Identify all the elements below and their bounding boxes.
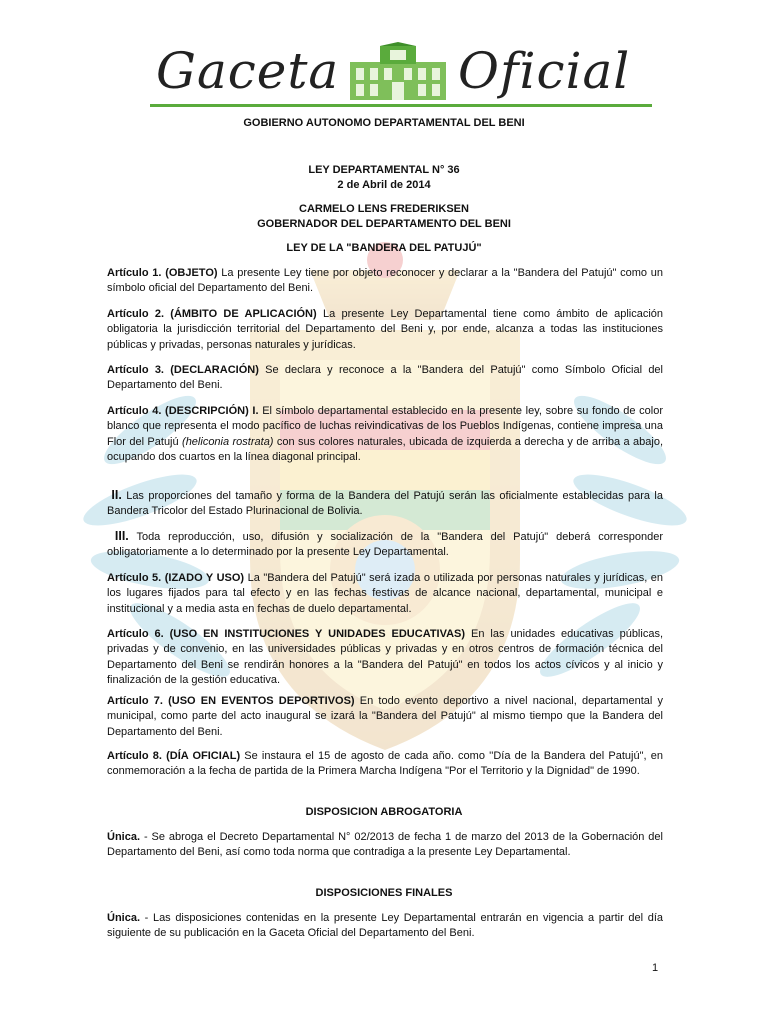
finales-text: - Las disposiciones contenidas en la presente Ley Departamental entrarán en vigencia a partir del día siguiente de su publicación en la Gaceta Oficial del Departamento del Beni. [107, 912, 663, 940]
abrogatoria-heading: Única. [107, 831, 141, 843]
law-number: LEY DEPARTAMENTAL N° 36 [308, 164, 460, 176]
article-8 [107, 749, 663, 780]
finales-title: DISPOSICIONES FINALES [315, 887, 453, 899]
finales-heading: Única. [107, 912, 141, 924]
section-iii-text: Toda reproducción, uso, difusión y socialización de la "Bandera del Patujú" deberá corresponder obligatoriamente a lo determinado por la presente Ley Departamental. [107, 531, 664, 559]
gazette-masthead [150, 36, 660, 106]
article-6-text: En las unidades educativas públicas, privadas y de convenio, en las universidades públicas y privadas y en otros centros de formación técnica del Departamento del Beni se rendirán honores a la "Bandera del Patujú" en todos los actos cívicos y al inicio y finalización de la gestión educativa. [107, 628, 663, 686]
abrogatoria-text: - Se abroga el Decreto Departamental N° 02/2013 de fecha 1 de marzo del 2013 de la Gobernación del Departamento del Beni, así como toda norma que contradiga a la presente Ley Departamental. [107, 831, 663, 859]
law-date: 2 de Abril de 2014 [337, 179, 431, 191]
article-4-text-end: con sus colores naturales, ubicada de izquierda a derecha y de arriba a abajo, ocupando dos cuartos en la línea diagonal principal. [107, 435, 663, 463]
section-ii-number: II. [111, 488, 122, 502]
article-3-text: Se declara y reconoce a la "Bandera del Patujú" como Símbolo Oficial del Departamento del Beni. [107, 364, 663, 392]
section-ii-text: Las proporciones del tamaño y forma de la Bandera del Patujú serán las oficialmente establecidas para la Bandera Tricolor del Estado Plurinacional de Bolivia. [107, 490, 663, 518]
article-8-text: Se instaura el 15 de agosto de cada año. como ''Día de la Bandera del Patujú", en conmemoración a la fecha de partida de la Primera Marcha Indígena "Por el Territorio y la Dignidad" de 1990. [107, 750, 663, 778]
governor-name: CARMELO LENS FREDERIKSEN [299, 203, 469, 215]
article-4-section-ii [107, 488, 663, 520]
masthead-word-oficial: Oficial [458, 42, 631, 100]
article-1-text: La presente Ley tiene por objeto reconocer y declarar a la "Bandera del Patujú" como un símbolo oficial del Departamento del Beni. [107, 267, 664, 295]
article-5-text: La "Bandera del Patujú" será izada o utilizada por personas naturales y jurídicas, en los lugares fijados para tal efecto y en las fechas festivas de alcance nacional, departamental, municipal e institucional y a media asta en fechas de duelo departamental. [107, 572, 663, 615]
finales-unica [107, 911, 663, 942]
section-iii-number: III. [114, 529, 129, 543]
abrogatoria-unica [107, 830, 663, 861]
article-6 [107, 627, 663, 688]
article-1-heading: Artículo 1. (OBJETO) [107, 267, 218, 279]
article-1 [107, 266, 663, 297]
article-2 [107, 307, 663, 353]
article-3-heading: Artículo 3. (DECLARACIÓN) [107, 364, 259, 376]
article-7 [107, 694, 663, 740]
abrogatoria-title: DISPOSICION ABROGATORIA [305, 806, 463, 818]
article-2-text: La presente Ley Departamental tiene como ámbito de aplicación obligatoria la jurisdicción territorial del Departamento del Beni y, por ende, alcanza a todas las instituciones públicas y privadas, personas naturales y jurídicas. [107, 308, 664, 351]
masthead-rule [150, 104, 652, 107]
article-4-heading: Artículo 4. (DESCRIPCIÓN) I. [107, 405, 259, 417]
article-4-section-iii [107, 529, 663, 561]
article-6-heading: Artículo 6. (USO EN INSTITUCIONES Y UNIDADES EDUCATIVAS) [107, 628, 466, 640]
governor-title: GOBERNADOR DEL DEPARTAMENTO DEL BENI [257, 218, 511, 230]
page-number: 1 [652, 962, 659, 974]
article-5 [107, 571, 663, 617]
article-4-scientific-name: (heliconia rostrata) [182, 435, 274, 448]
government-name: GOBIERNO AUTONOMO DEPARTAMENTAL DEL BENI [243, 117, 525, 129]
masthead-word-gaceta: Gaceta [156, 42, 340, 100]
article-2-heading: Artículo 2. (ÁMBITO DE APLICACIÓN) [107, 308, 317, 320]
article-3 [107, 363, 663, 394]
article-5-heading: Artículo 5. (IZADO Y USO) [107, 572, 245, 584]
article-8-heading: Artículo 8. (DÍA OFICIAL) [107, 750, 241, 762]
article-4 [107, 404, 663, 465]
article-7-heading: Artículo 7. (USO EN EVENTOS DEPORTIVOS) [107, 695, 355, 707]
article-7-text: En todo evento deportivo a nivel nacional, departamental y municipal, como parte del acto inaugural se izará la "Bandera del Patujú" al mismo tiempo que la Bandera del Departamento del Beni. [107, 695, 663, 738]
law-title: LEY DE LA "BANDERA DEL PATUJÚ" [286, 242, 482, 254]
government-building-icon [346, 42, 450, 102]
article-4-text: El símbolo departamental establecido en la presente ley, sobre su fondo de color blanco que representa el modo pacífico de luchas reivindicativas de los Pueblos Indígenas, contiene impresa una Flor del Patujú [107, 405, 663, 448]
